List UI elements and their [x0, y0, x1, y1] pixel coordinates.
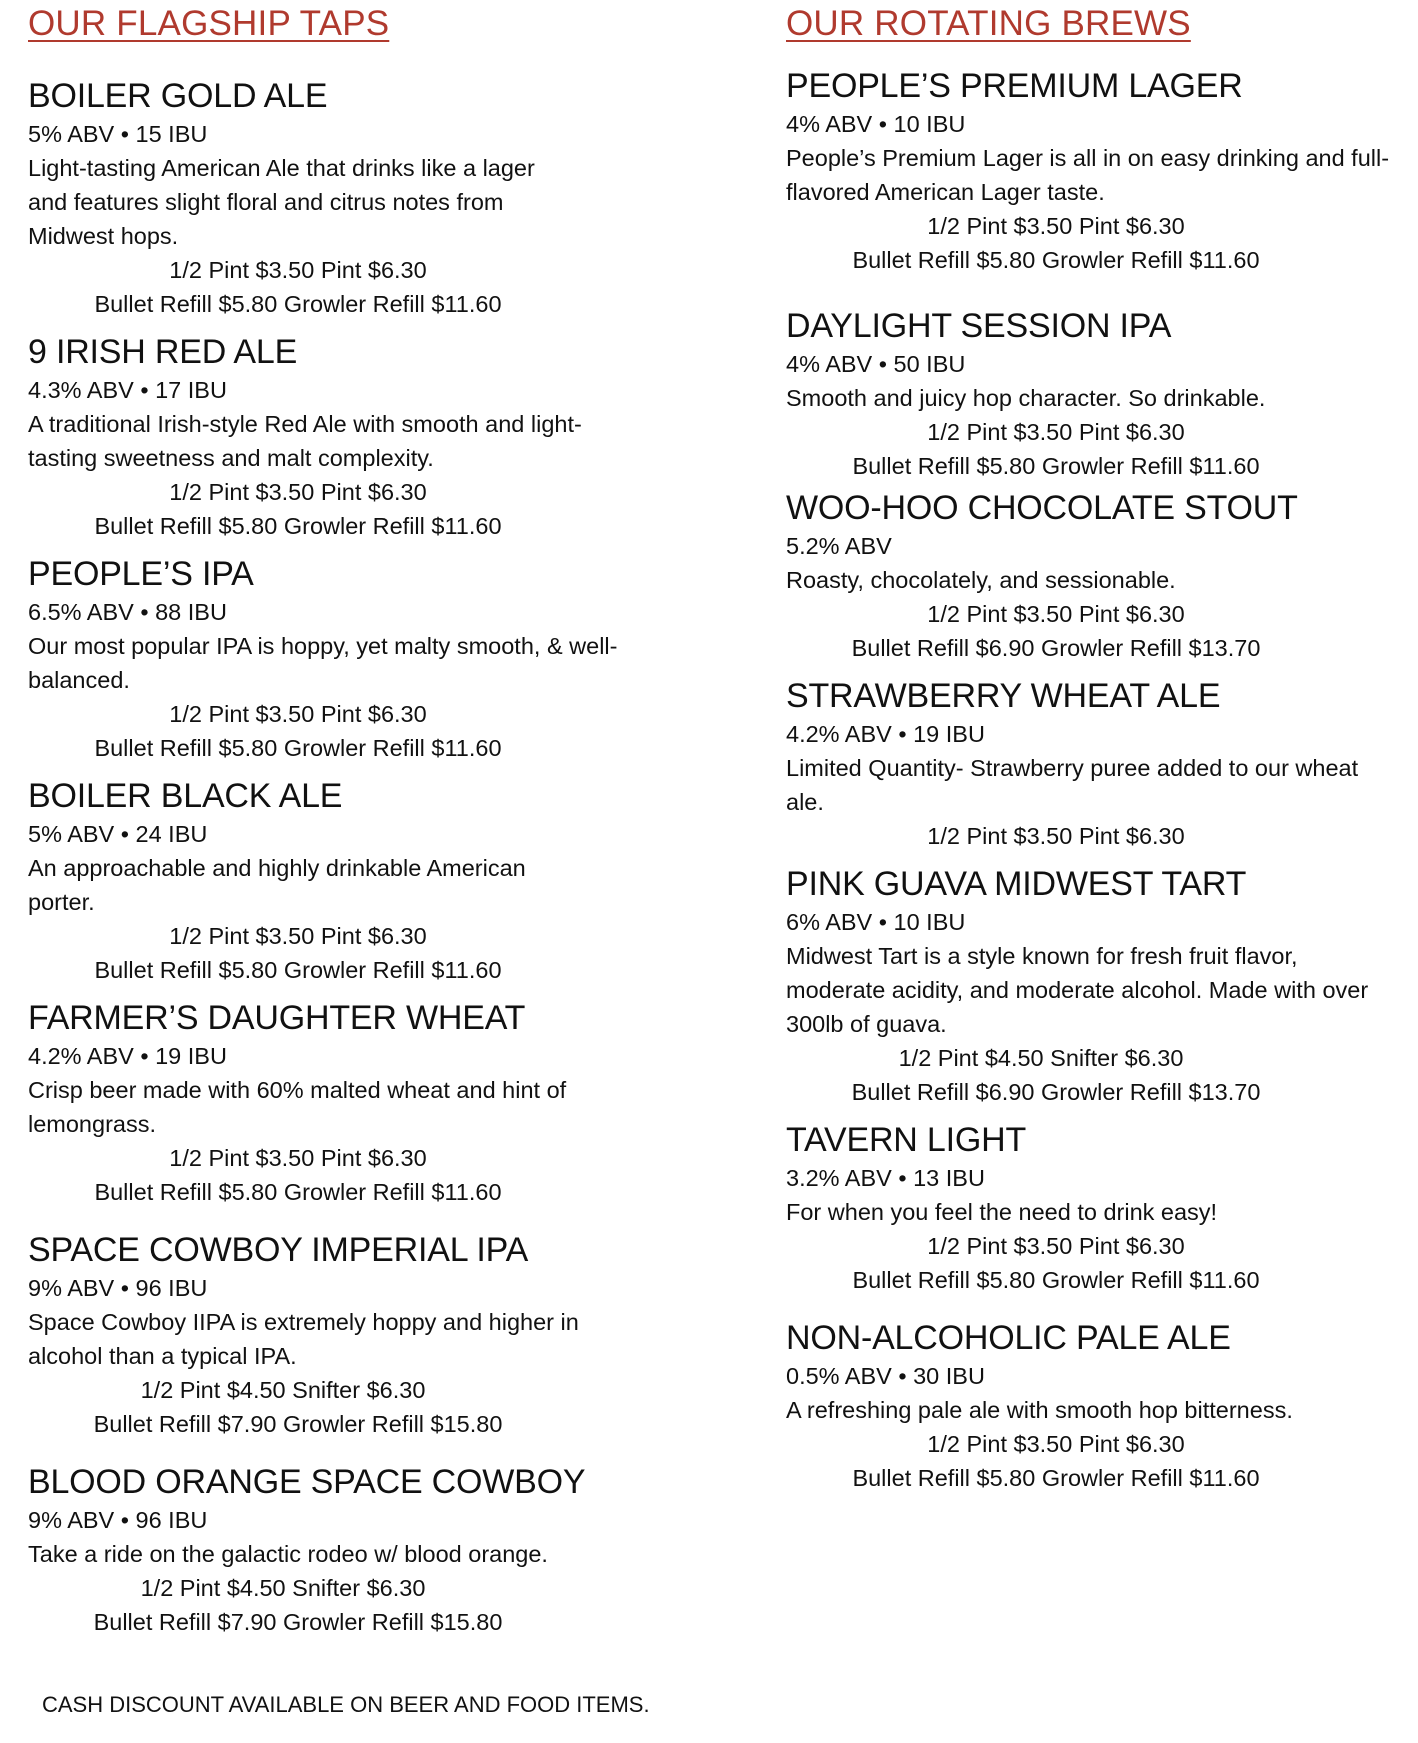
beer-name: PEOPLE’S PREMIUM LAGER — [786, 67, 1243, 105]
price-refill: Bullet Refill $5.80 Growler Refill $11.60 — [852, 247, 1260, 273]
beer-description: A refreshing pale ale with smooth hop bitterness. — [786, 1397, 1293, 1423]
price-refill: Bullet Refill $7.90 Growler Refill $15.80 — [93, 1411, 503, 1437]
rotating-brews-heading: OUR ROTATING BREWS — [786, 4, 1191, 43]
price-refill: Bullet Refill $5.80 Growler Refill $11.60 — [94, 1179, 502, 1205]
flagship-taps-heading: OUR FLAGSHIP TAPS — [28, 4, 390, 43]
price-glass: 1/2 Pint $3.50 Pint $6.30 — [169, 257, 427, 283]
price-glass: 1/2 Pint $4.50 Snifter $6.30 — [140, 1377, 426, 1403]
beer-name: TAVERN LIGHT — [786, 1121, 1027, 1159]
beer-description: Space Cowboy IIPA is extremely hoppy and higher in alcohol than a typical IPA. — [28, 1309, 579, 1369]
price-refill: Bullet Refill $5.80 Growler Refill $11.60 — [94, 513, 502, 539]
beer-item — [28, 999, 668, 1209]
price-glass: 1/2 Pint $3.50 Pint $6.30 — [169, 1145, 427, 1171]
price-glass: 1/2 Pint $3.50 Pint $6.30 — [169, 923, 427, 949]
beer-name: PEOPLE’S IPA — [28, 555, 254, 593]
beer-name: SPACE COWBOY IMPERIAL IPA — [28, 1231, 529, 1269]
price-glass: 1/2 Pint $4.50 Snifter $6.30 — [898, 1045, 1184, 1071]
beer-name: DAYLIGHT SESSION IPA — [786, 307, 1172, 345]
beer-item — [786, 1319, 1406, 1495]
price-glass: 1/2 Pint $3.50 Pint $6.30 — [927, 1431, 1185, 1457]
beer-name: 9 IRISH RED ALE — [28, 333, 298, 371]
price-refill: Bullet Refill $5.80 Growler Refill $11.60 — [94, 291, 502, 317]
beer-description: Limited Quantity- Strawberry puree added to our wheat ale. — [786, 755, 1359, 815]
beer-description: People’s Premium Lager is all in on easy drinking and full-flavored American Lager taste. — [786, 145, 1390, 205]
beer-name: STRAWBERRY WHEAT ALE — [786, 677, 1221, 715]
beer-stats: 4.3% ABV • 17 IBU — [28, 377, 227, 403]
price-refill: Bullet Refill $7.90 Growler Refill $15.80 — [93, 1609, 503, 1635]
price-refill: Bullet Refill $5.80 Growler Refill $11.60 — [852, 1465, 1260, 1491]
beer-stats: 6% ABV • 10 IBU — [786, 909, 966, 935]
beer-stats: 5.2% ABV — [786, 533, 892, 559]
beer-description: A traditional Irish-style Red Ale with smooth and light-tasting sweetness and malt complexity. — [28, 411, 582, 471]
beer-item — [786, 1121, 1406, 1297]
beer-name: PINK GUAVA MIDWEST TART — [786, 865, 1247, 903]
beer-stats: 9% ABV • 96 IBU — [28, 1507, 208, 1533]
beer-description: Crisp beer made with 60% malted wheat and hint of lemongrass. — [28, 1077, 567, 1137]
beer-item — [786, 677, 1406, 853]
price-glass: 1/2 Pint $3.50 Pint $6.30 — [927, 823, 1185, 849]
price-glass: 1/2 Pint $3.50 Pint $6.30 — [169, 701, 427, 727]
beer-item — [28, 333, 668, 543]
beer-item — [786, 489, 1406, 665]
beer-stats: 9% ABV • 96 IBU — [28, 1275, 208, 1301]
beer-stats: 4% ABV • 50 IBU — [786, 351, 966, 377]
price-refill: Bullet Refill $5.80 Growler Refill $11.60 — [94, 735, 502, 761]
beer-name: WOO-HOO CHOCOLATE STOUT — [786, 489, 1298, 527]
beer-item — [28, 1231, 668, 1441]
price-refill: Bullet Refill $5.80 Growler Refill $11.60 — [852, 453, 1260, 479]
beer-description: An approachable and highly drinkable American porter. — [28, 855, 526, 915]
beer-stats: 5% ABV • 15 IBU — [28, 121, 208, 147]
beer-item — [786, 865, 1406, 1109]
price-glass: 1/2 Pint $3.50 Pint $6.30 — [169, 479, 427, 505]
beer-item — [786, 67, 1406, 277]
beer-stats: 4.2% ABV • 19 IBU — [28, 1043, 227, 1069]
beer-stats: 3.2% ABV • 13 IBU — [786, 1165, 985, 1191]
beer-stats: 6.5% ABV • 88 IBU — [28, 599, 227, 625]
beer-item — [28, 77, 668, 321]
beer-name: BOILER GOLD ALE — [28, 77, 328, 115]
price-refill: Bullet Refill $6.90 Growler Refill $13.70 — [851, 1079, 1261, 1105]
price-glass: 1/2 Pint $3.50 Pint $6.30 — [927, 601, 1185, 627]
beer-item — [786, 307, 1406, 483]
price-glass: 1/2 Pint $3.50 Pint $6.30 — [927, 213, 1185, 239]
flagship-taps-column — [28, 0, 668, 1639]
beer-name: BOILER BLACK ALE — [28, 777, 343, 815]
beer-description: Take a ride on the galactic rodeo w/ blood orange. — [28, 1541, 548, 1567]
price-glass: 1/2 Pint $3.50 Pint $6.30 — [927, 1233, 1185, 1259]
price-glass: 1/2 Pint $3.50 Pint $6.30 — [927, 419, 1185, 445]
beer-item — [28, 555, 668, 765]
beer-description: Light-tasting American Ale that drinks like a lager and features slight floral and citrus notes from Midwest hops. — [28, 155, 535, 249]
price-glass: 1/2 Pint $4.50 Snifter $6.30 — [140, 1575, 426, 1601]
beer-description: Roasty, chocolately, and sessionable. — [786, 567, 1176, 593]
beer-item — [28, 777, 668, 987]
cash-discount-note: CASH DISCOUNT AVAILABLE ON BEER AND FOOD ITEMS. — [42, 1692, 650, 1717]
beer-item — [28, 1463, 668, 1639]
rotating-brews-column — [786, 0, 1406, 1495]
price-refill: Bullet Refill $5.80 Growler Refill $11.60 — [94, 957, 502, 983]
price-refill: Bullet Refill $5.80 Growler Refill $11.60 — [852, 1267, 1260, 1293]
beer-stats: 0.5% ABV • 30 IBU — [786, 1363, 985, 1389]
beer-description: For when you feel the need to drink easy! — [786, 1199, 1218, 1225]
beer-name: BLOOD ORANGE SPACE COWBOY — [28, 1463, 586, 1501]
beer-description: Midwest Tart is a style known for fresh fruit flavor, moderate acidity, and moderate alcohol. Made with over 300lb of guava. — [786, 943, 1369, 1037]
beer-name: NON-ALCOHOLIC PALE ALE — [786, 1319, 1231, 1357]
price-refill: Bullet Refill $6.90 Growler Refill $13.70 — [851, 635, 1261, 661]
beer-stats: 4.2% ABV • 19 IBU — [786, 721, 985, 747]
beer-stats: 4% ABV • 10 IBU — [786, 111, 966, 137]
beer-description: Our most popular IPA is hoppy, yet malty smooth, & well-balanced. — [28, 633, 618, 693]
beer-description: Smooth and juicy hop character. So drinkable. — [786, 385, 1266, 411]
beer-stats: 5% ABV • 24 IBU — [28, 821, 208, 847]
beer-name: FARMER’S DAUGHTER WHEAT — [28, 999, 526, 1037]
